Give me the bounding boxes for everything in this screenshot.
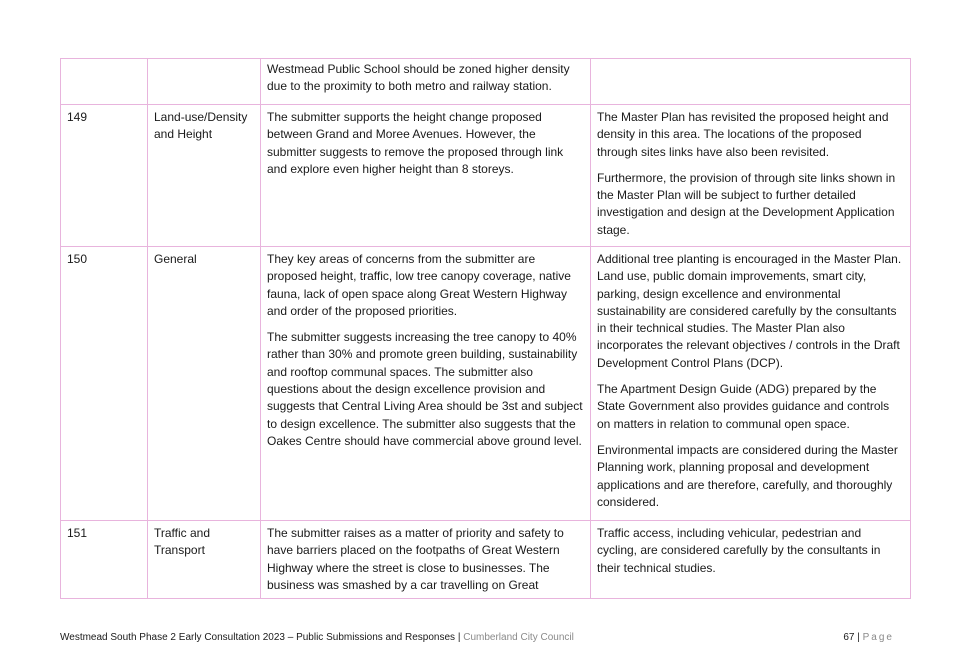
response-cell	[591, 247, 911, 521]
submission-paragraph: Westmead Public School should be zoned higher density due to the proximity to both metro and railway station.	[267, 62, 570, 94]
submission-id-cell	[61, 59, 148, 105]
submission-cell	[261, 521, 591, 599]
response-cell	[591, 59, 911, 105]
page-word: Page	[862, 632, 894, 643]
submission-paragraph: The submitter raises as a matter of priority and safety to have barriers placed on the footpaths of Great Western Highway where the street is close to businesses. The business was smashed by a car travelling on Great	[267, 526, 564, 592]
response-paragraph: The Master Plan has revisited the proposed height and density in this area. The locations of the proposed through sites links have also been revisited.	[597, 110, 889, 159]
topic-cell: Land-use/Density and Height	[148, 105, 261, 247]
response-paragraph: Additional tree planting is encouraged in the Master Plan. Land use, public domain improvements, smart city, parking, design excellence and environmental sustainability are considered carefully by the consultants in their technical studies. The Master Plan also incorporates the relevant objectives / controls in the Draft Development Control Plans (DCP).	[597, 252, 902, 370]
submission-id-cell: 149	[61, 105, 148, 247]
submission-paragraph: The submitter supports the height change proposed between Grand and Moree Avenues. However, the submitter suggests to remove the proposed through link and explore even higher height than 8 storeys.	[267, 110, 564, 176]
response-paragraph: Furthermore, the provision of through site links shown in the Master Plan will be subject to further detailed investigation and design at the Development Application stage.	[597, 170, 896, 237]
page-separator: |	[857, 632, 860, 643]
submission-id-cell: 151	[61, 521, 148, 599]
topic-cell: General	[148, 247, 261, 521]
submission-cell	[261, 105, 591, 247]
response-paragraph: The Apartment Design Guide (ADG) prepared by the State Government also provides guidance and controls on matters in relation to communal open space.	[597, 382, 890, 431]
footer-left	[60, 632, 574, 643]
table-row	[61, 521, 911, 599]
footer-separator: |	[457, 632, 461, 643]
table-row	[61, 105, 911, 247]
footer-document-title: Westmead South Phase 2 Early Consultation 2023 – Public Submissions and Responses	[60, 632, 456, 643]
response-paragraph: Traffic access, including vehicular, pedestrian and cycling, are considered carefully by the consultants in their technical studies.	[597, 526, 881, 575]
page-footer	[60, 632, 894, 643]
page-number: 67	[843, 632, 855, 643]
submission-paragraph: They key areas of concerns from the submitter are proposed height, traffic, low tree canopy coverage, native fauna, lack of open space along Great Western Highway and order of the proposed priorities.	[267, 252, 571, 318]
submissions-table	[60, 58, 911, 599]
submission-paragraph: The submitter suggests increasing the tree canopy to 40% rather than 30% and promote green building, sustainability and rooftop communal spaces. The submitter also questions about the design excellence provision and suggests that Central Living Area should be 3st and subject to design excellence. The submitter also suggests that the Oakes Centre should have commercial above ground level.	[267, 330, 583, 448]
topic-cell	[148, 59, 261, 105]
table-row	[61, 59, 911, 105]
response-cell	[591, 521, 911, 599]
submission-id-cell: 150	[61, 247, 148, 521]
response-paragraph: Environmental impacts are considered during the Master Planning work, planning proposal and development applications and are therefore, carefully, and thoroughly considered.	[597, 442, 898, 509]
submission-cell	[261, 59, 591, 105]
response-cell	[591, 105, 911, 247]
topic-cell: Traffic and Transport	[148, 521, 261, 599]
submission-cell	[261, 247, 591, 521]
table-row	[61, 247, 911, 521]
footer-right	[843, 632, 894, 643]
footer-organisation: Cumberland City Council	[463, 632, 574, 643]
